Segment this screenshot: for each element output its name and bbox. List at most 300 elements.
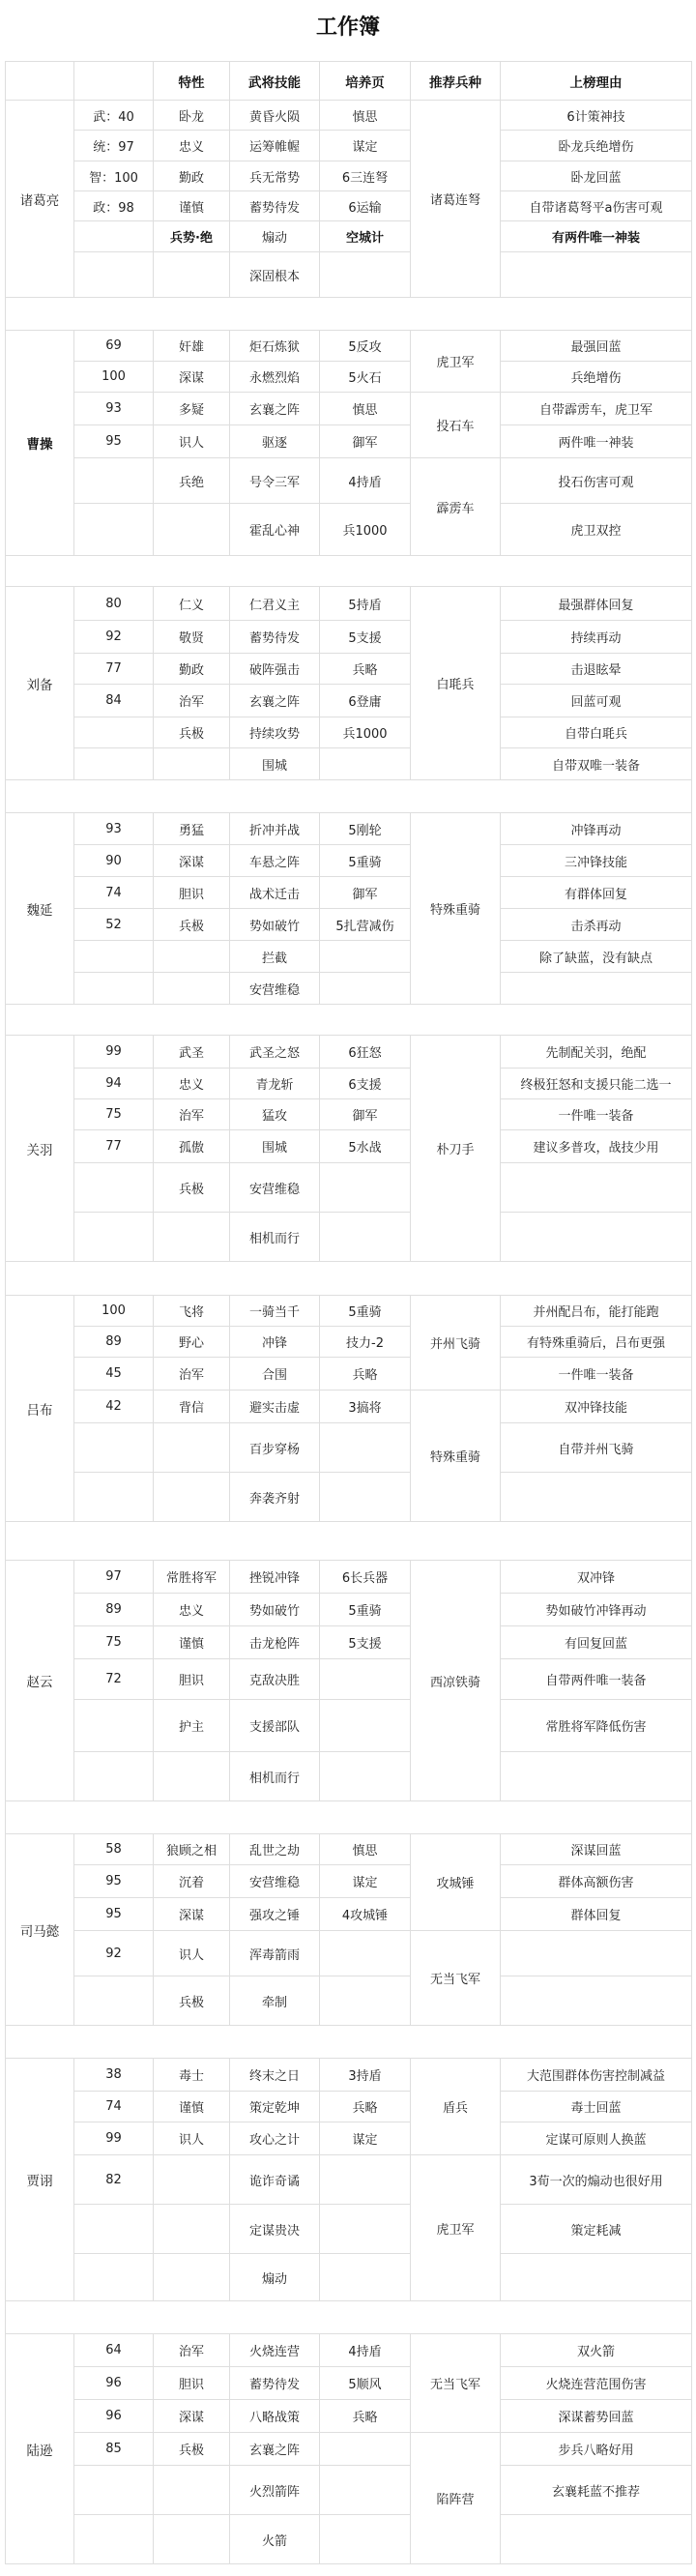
table-row: [6, 2466, 692, 2515]
table-row: [6, 2092, 692, 2122]
training-page-cell: 5水战: [320, 1130, 411, 1163]
divider-cell: [6, 556, 692, 587]
table-row: [6, 973, 692, 1005]
skill-cell: 定谋贵决: [230, 2205, 320, 2254]
training-page-cell: 兵1000: [320, 504, 411, 556]
trait-cell: [154, 504, 230, 556]
reason-cell: 先制配关羽，绝配: [501, 1036, 692, 1068]
troop-cell: 特殊重骑: [411, 1390, 501, 1522]
training-page-cell: [320, 1213, 411, 1262]
reason-cell: 三冲锋技能: [501, 845, 692, 877]
reason-cell: [501, 1163, 692, 1213]
stat-cell: 42: [74, 1390, 154, 1423]
trait-cell: 胆识: [154, 1659, 230, 1700]
training-page-cell: 5支援: [320, 621, 411, 654]
reason-cell: 有回复回蓝: [501, 1626, 692, 1659]
reason-cell: [501, 1473, 692, 1522]
stat-cell: 80: [74, 587, 154, 621]
skill-cell: 号令三军: [230, 458, 320, 504]
reason-cell: 双火箭: [501, 2334, 692, 2367]
hero-name-cell: 魏延: [6, 813, 74, 1005]
skill-cell: 蓄势待发: [230, 621, 320, 654]
stat-cell: [74, 1700, 154, 1752]
troop-cell: 无当飞军: [411, 1931, 501, 2026]
reason-cell: 兵绝增伤: [501, 362, 692, 393]
skill-cell: 煽动: [230, 2254, 320, 2301]
training-page-cell: 兵略: [320, 2400, 411, 2433]
skill-cell: 驱逐: [230, 425, 320, 458]
trait-cell: 背信: [154, 1390, 230, 1423]
reason-cell: 6计策神技: [501, 101, 692, 131]
trait-cell: 勇猛: [154, 813, 230, 845]
training-page-cell: 4攻城锤: [320, 1898, 411, 1931]
stat-cell: 95: [74, 1898, 154, 1931]
training-page-cell: 6长兵器: [320, 1561, 411, 1594]
hero-name-cell: 赵云: [6, 1561, 74, 1801]
trait-cell: 毒士: [154, 2059, 230, 2092]
skill-cell: 势如破竹: [230, 909, 320, 941]
training-page-cell: 5火石: [320, 362, 411, 393]
training-page-cell: 5重骑: [320, 1594, 411, 1626]
trait-cell: 忠义: [154, 1068, 230, 1099]
stat-cell: 96: [74, 2400, 154, 2433]
skill-cell: 击龙枪阵: [230, 1626, 320, 1659]
skill-cell: 武圣之怒: [230, 1036, 320, 1068]
skill-cell: 猛攻: [230, 1099, 320, 1130]
training-page-cell: [320, 1700, 411, 1752]
training-page-cell: 4持盾: [320, 2334, 411, 2367]
training-page-cell: [320, 1976, 411, 2026]
trait-cell: [154, 2254, 230, 2301]
trait-cell: 仁义: [154, 587, 230, 621]
skill-cell: 深固根本: [230, 252, 320, 298]
troop-cell: 无当飞军: [411, 2334, 501, 2433]
header-trait: 特性: [154, 62, 230, 101]
table-row: [6, 1752, 692, 1801]
stat-cell: 82: [74, 2155, 154, 2205]
section-divider: [6, 1262, 692, 1296]
stat-cell: 97: [74, 1561, 154, 1594]
trait-cell: 胆识: [154, 877, 230, 909]
table-row: [6, 685, 692, 717]
skill-cell: 避实击虚: [230, 1390, 320, 1423]
stat-cell: 武：40: [74, 101, 154, 131]
table-row: [6, 2122, 692, 2155]
skill-cell: 运筹帷幄: [230, 131, 320, 161]
stat-cell: 52: [74, 909, 154, 941]
skill-cell: 围城: [230, 748, 320, 780]
stat-cell: [74, 717, 154, 748]
troop-cell: 霹雳车: [411, 458, 501, 556]
training-page-cell: [320, 2466, 411, 2515]
table-row: [6, 1099, 692, 1130]
header-name-column: [6, 62, 74, 101]
table-row: [6, 1327, 692, 1358]
skill-cell: 火烧连营: [230, 2334, 320, 2367]
training-page-cell: 5重骑: [320, 845, 411, 877]
stat-cell: [74, 252, 154, 298]
training-page-cell: [320, 2254, 411, 2301]
hero-name-cell: 关羽: [6, 1036, 74, 1262]
stat-cell: 政：98: [74, 191, 154, 221]
skill-cell: 势如破竹: [230, 1594, 320, 1626]
stat-cell: 38: [74, 2059, 154, 2092]
trait-cell: [154, 748, 230, 780]
trait-cell: 兵极: [154, 1976, 230, 2026]
skill-cell: 炬石炼狱: [230, 331, 320, 362]
skill-cell: 奔袭齐射: [230, 1473, 320, 1522]
stat-cell: 93: [74, 393, 154, 425]
stat-cell: 95: [74, 1865, 154, 1898]
training-page-cell: 谋定: [320, 131, 411, 161]
reason-cell: 自带诸葛弩平a伤害可观: [501, 191, 692, 221]
trait-cell: [154, 1213, 230, 1262]
troop-cell: 虎卫军: [411, 2155, 501, 2301]
training-page-cell: 6三连弩: [320, 161, 411, 191]
table-row: [6, 101, 692, 131]
hero-name-cell: 贾诩: [6, 2059, 74, 2301]
trait-cell: 孤傲: [154, 1130, 230, 1163]
stat-cell: 94: [74, 1068, 154, 1099]
section-divider: [6, 1801, 692, 1834]
training-page-cell: [320, 941, 411, 973]
reason-cell: 投石伤害可观: [501, 458, 692, 504]
stat-cell: 90: [74, 845, 154, 877]
reason-cell: 群体高额伤害: [501, 1865, 692, 1898]
table-row: [6, 1163, 692, 1213]
trait-cell: 识人: [154, 1931, 230, 1976]
trait-cell: 护主: [154, 1700, 230, 1752]
stat-cell: [74, 1473, 154, 1522]
hero-name-cell: 曹操: [6, 331, 74, 556]
training-page-cell: 谋定: [320, 2122, 411, 2155]
stat-cell: 45: [74, 1358, 154, 1390]
table-row: [6, 131, 692, 161]
stat-cell: [74, 2515, 154, 2564]
training-page-cell: [320, 1752, 411, 1801]
divider-cell: [6, 2026, 692, 2059]
reason-cell: [501, 2254, 692, 2301]
reason-cell: 玄襄耗蓝不推荐: [501, 2466, 692, 2515]
table-row: [6, 1561, 692, 1594]
training-page-cell: 御军: [320, 425, 411, 458]
reason-cell: [501, 1931, 692, 1976]
training-page-cell: [320, 252, 411, 298]
training-page-cell: [320, 973, 411, 1005]
stat-cell: 智：100: [74, 161, 154, 191]
table-row: [6, 1358, 692, 1390]
trait-cell: 兵极: [154, 717, 230, 748]
training-page-cell: 5支援: [320, 1626, 411, 1659]
divider-cell: [6, 780, 692, 813]
training-page-cell: [320, 1423, 411, 1473]
trait-cell: 野心: [154, 1327, 230, 1358]
reason-cell: [501, 2515, 692, 2564]
header-troop: 推荐兵种: [411, 62, 501, 101]
training-page-cell: [320, 1473, 411, 1522]
skill-cell: 黄昏火陨: [230, 101, 320, 131]
hero-name-cell: 刘备: [6, 587, 74, 780]
reason-cell: 深谋回蓝: [501, 1834, 692, 1865]
stat-cell: 84: [74, 685, 154, 717]
section-divider: [6, 298, 692, 331]
training-page-cell: 空城计: [320, 221, 411, 252]
training-page-cell: 慎思: [320, 101, 411, 131]
reason-cell: 一件唯一装备: [501, 1358, 692, 1390]
trait-cell: 兵极: [154, 909, 230, 941]
header-reason: 上榜理由: [501, 62, 692, 101]
table-row: [6, 2515, 692, 2564]
reason-cell: 持续再动: [501, 621, 692, 654]
skill-cell: 火箭: [230, 2515, 320, 2564]
reason-cell: 定谋可原则人换蓝: [501, 2122, 692, 2155]
skill-cell: 克敌决胜: [230, 1659, 320, 1700]
trait-cell: 治军: [154, 1358, 230, 1390]
table-row: [6, 2254, 692, 2301]
skill-cell: 百步穿杨: [230, 1423, 320, 1473]
trait-cell: 胆识: [154, 2367, 230, 2400]
table-body: [6, 101, 692, 2564]
table-row: [6, 2205, 692, 2254]
stat-cell: 89: [74, 1327, 154, 1358]
stat-cell: [74, 2205, 154, 2254]
training-page-cell: 3持盾: [320, 2059, 411, 2092]
reason-cell: 双冲锋: [501, 1561, 692, 1594]
troop-cell: 西凉铁骑: [411, 1561, 501, 1801]
table-row: [6, 1659, 692, 1700]
table-row: [6, 813, 692, 845]
training-page-cell: 兵略: [320, 1358, 411, 1390]
hero-name-cell: 吕布: [6, 1296, 74, 1522]
skill-cell: 安营维稳: [230, 1163, 320, 1213]
table-row: [6, 2155, 692, 2205]
stat-cell: [74, 504, 154, 556]
trait-cell: 谨慎: [154, 191, 230, 221]
stat-cell: [74, 2254, 154, 2301]
trait-cell: 兵绝: [154, 458, 230, 504]
skill-cell: 浑毒箭雨: [230, 1931, 320, 1976]
table-row: [6, 1423, 692, 1473]
stat-cell: 99: [74, 2122, 154, 2155]
reason-cell: 3荀一次的煽动也很好用: [501, 2155, 692, 2205]
trait-cell: 沉着: [154, 1865, 230, 1898]
table-row: [6, 458, 692, 504]
stat-cell: 统：97: [74, 131, 154, 161]
training-page-cell: 慎思: [320, 393, 411, 425]
trait-cell: [154, 973, 230, 1005]
table-row: [6, 2400, 692, 2433]
reason-cell: 两件唯一神装: [501, 425, 692, 458]
trait-cell: 飞将: [154, 1296, 230, 1327]
trait-cell: 多疑: [154, 393, 230, 425]
training-page-cell: 3搞将: [320, 1390, 411, 1423]
reason-cell: 步兵八略好用: [501, 2433, 692, 2466]
reason-cell: 击退眩晕: [501, 654, 692, 685]
section-divider: [6, 2301, 692, 2334]
stat-cell: [74, 221, 154, 252]
trait-cell: 深谋: [154, 1898, 230, 1931]
table-row: [6, 252, 692, 298]
training-page-cell: 6登庸: [320, 685, 411, 717]
table-row: [6, 1068, 692, 1099]
table-row: [6, 941, 692, 973]
table-row: [6, 621, 692, 654]
reason-cell: 回蓝可观: [501, 685, 692, 717]
skill-cell: 相机而行: [230, 1752, 320, 1801]
reason-cell: 有特殊重骑后，吕布更强: [501, 1327, 692, 1358]
trait-cell: 狼顾之相: [154, 1834, 230, 1865]
trait-cell: 识人: [154, 2122, 230, 2155]
table-row: [6, 748, 692, 780]
skill-cell: 持续攻势: [230, 717, 320, 748]
training-page-cell: 6运输: [320, 191, 411, 221]
skill-cell: 车悬之阵: [230, 845, 320, 877]
stat-cell: [74, 1976, 154, 2026]
section-divider: [6, 1005, 692, 1036]
stat-cell: [74, 1163, 154, 1213]
training-page-cell: 5顺风: [320, 2367, 411, 2400]
table-row: [6, 2334, 692, 2367]
stat-cell: 89: [74, 1594, 154, 1626]
divider-cell: [6, 1801, 692, 1834]
stat-cell: 74: [74, 2092, 154, 2122]
skill-cell: 支援部队: [230, 1700, 320, 1752]
reason-cell: [501, 1752, 692, 1801]
stat-cell: 95: [74, 425, 154, 458]
table-row: [6, 1700, 692, 1752]
skill-cell: 永燃烈焰: [230, 362, 320, 393]
table-row: [6, 1931, 692, 1976]
stat-cell: [74, 973, 154, 1005]
trait-cell: 谨慎: [154, 1626, 230, 1659]
table-row: [6, 2059, 692, 2092]
skill-cell: 策定乾坤: [230, 2092, 320, 2122]
table-row: [6, 221, 692, 252]
header-stats-column: [74, 62, 154, 101]
divider-cell: [6, 1005, 692, 1036]
trait-cell: 常胜将军: [154, 1561, 230, 1594]
reason-cell: 建议多普攻，战技少用: [501, 1130, 692, 1163]
reason-cell: 虎卫双控: [501, 504, 692, 556]
trait-cell: 武圣: [154, 1036, 230, 1068]
divider-cell: [6, 1262, 692, 1296]
training-page-cell: 5重骑: [320, 1296, 411, 1327]
training-page-cell: [320, 2155, 411, 2205]
troop-cell: 诸葛连弩: [411, 101, 501, 298]
reason-cell: 火烧连营范围伤害: [501, 2367, 692, 2400]
skill-cell: 火烈箭阵: [230, 2466, 320, 2515]
training-page-cell: 5持盾: [320, 587, 411, 621]
troop-cell: 盾兵: [411, 2059, 501, 2155]
divider-cell: [6, 2301, 692, 2334]
reason-cell: [501, 252, 692, 298]
table-row: [6, 2433, 692, 2466]
table-row: [6, 1390, 692, 1423]
reason-cell: 策定耗减: [501, 2205, 692, 2254]
section-divider: [6, 780, 692, 813]
trait-cell: 识人: [154, 425, 230, 458]
troop-cell: 朴刀手: [411, 1036, 501, 1262]
header-row: [6, 62, 692, 101]
training-page-cell: 5扎营减伤: [320, 909, 411, 941]
training-page-cell: 6支援: [320, 1068, 411, 1099]
training-page-cell: [320, 2515, 411, 2564]
skill-cell: 霍乱心神: [230, 504, 320, 556]
skill-cell: 合围: [230, 1358, 320, 1390]
stat-cell: 92: [74, 621, 154, 654]
table-row: [6, 504, 692, 556]
skill-cell: 折冲并战: [230, 813, 320, 845]
stat-cell: 72: [74, 1659, 154, 1700]
skill-cell: 围城: [230, 1130, 320, 1163]
hero-name-cell: 陆逊: [6, 2334, 74, 2564]
training-page-cell: 御军: [320, 1099, 411, 1130]
trait-cell: [154, 2155, 230, 2205]
table-row: [6, 1834, 692, 1865]
table-row: [6, 1898, 692, 1931]
trait-cell: 兵势·绝: [154, 221, 230, 252]
skill-cell: 煽动: [230, 221, 320, 252]
reason-cell: 深谋蓄势回蓝: [501, 2400, 692, 2433]
table-row: [6, 877, 692, 909]
table-row: [6, 393, 692, 425]
skill-cell: 玄襄之阵: [230, 2433, 320, 2466]
skill-cell: 兵无常势: [230, 161, 320, 191]
table-row: [6, 1594, 692, 1626]
training-page-cell: 兵略: [320, 654, 411, 685]
skill-cell: 仁君义主: [230, 587, 320, 621]
reason-cell: 有群体回复: [501, 877, 692, 909]
skill-cell: 一骑当千: [230, 1296, 320, 1327]
skill-cell: 相机而行: [230, 1213, 320, 1262]
table-row: [6, 1296, 692, 1327]
training-page-cell: 兵略: [320, 2092, 411, 2122]
trait-cell: 卧龙: [154, 101, 230, 131]
reason-cell: 群体回复: [501, 1898, 692, 1931]
stat-cell: [74, 1423, 154, 1473]
troop-cell: 投石车: [411, 393, 501, 458]
stat-cell: [74, 1752, 154, 1801]
stat-cell: 75: [74, 1626, 154, 1659]
trait-cell: 勤政: [154, 654, 230, 685]
reason-cell: 除了缺蓝，没有缺点: [501, 941, 692, 973]
skill-cell: 安营维稳: [230, 1865, 320, 1898]
section-divider: [6, 1522, 692, 1561]
skill-cell: 破阵强击: [230, 654, 320, 685]
hero-name-cell: 司马懿: [6, 1834, 74, 2026]
trait-cell: [154, 1752, 230, 1801]
skill-cell: 青龙斩: [230, 1068, 320, 1099]
skill-cell: 八略战策: [230, 2400, 320, 2433]
trait-cell: 奸雄: [154, 331, 230, 362]
skill-cell: 牵制: [230, 1976, 320, 2026]
stat-cell: 100: [74, 1296, 154, 1327]
training-page-cell: [320, 1659, 411, 1700]
training-page-cell: 5反攻: [320, 331, 411, 362]
skill-cell: 蓄势待发: [230, 191, 320, 221]
training-page-cell: 5刚轮: [320, 813, 411, 845]
reason-cell: 势如破竹冲锋再动: [501, 1594, 692, 1626]
trait-cell: 深谋: [154, 362, 230, 393]
table-row: [6, 161, 692, 191]
table-row: [6, 1976, 692, 2026]
training-page-cell: 技力-2: [320, 1327, 411, 1358]
trait-cell: 兵极: [154, 2433, 230, 2466]
table-row: [6, 1213, 692, 1262]
trait-cell: [154, 2205, 230, 2254]
trait-cell: 治军: [154, 685, 230, 717]
table-row: [6, 1473, 692, 1522]
